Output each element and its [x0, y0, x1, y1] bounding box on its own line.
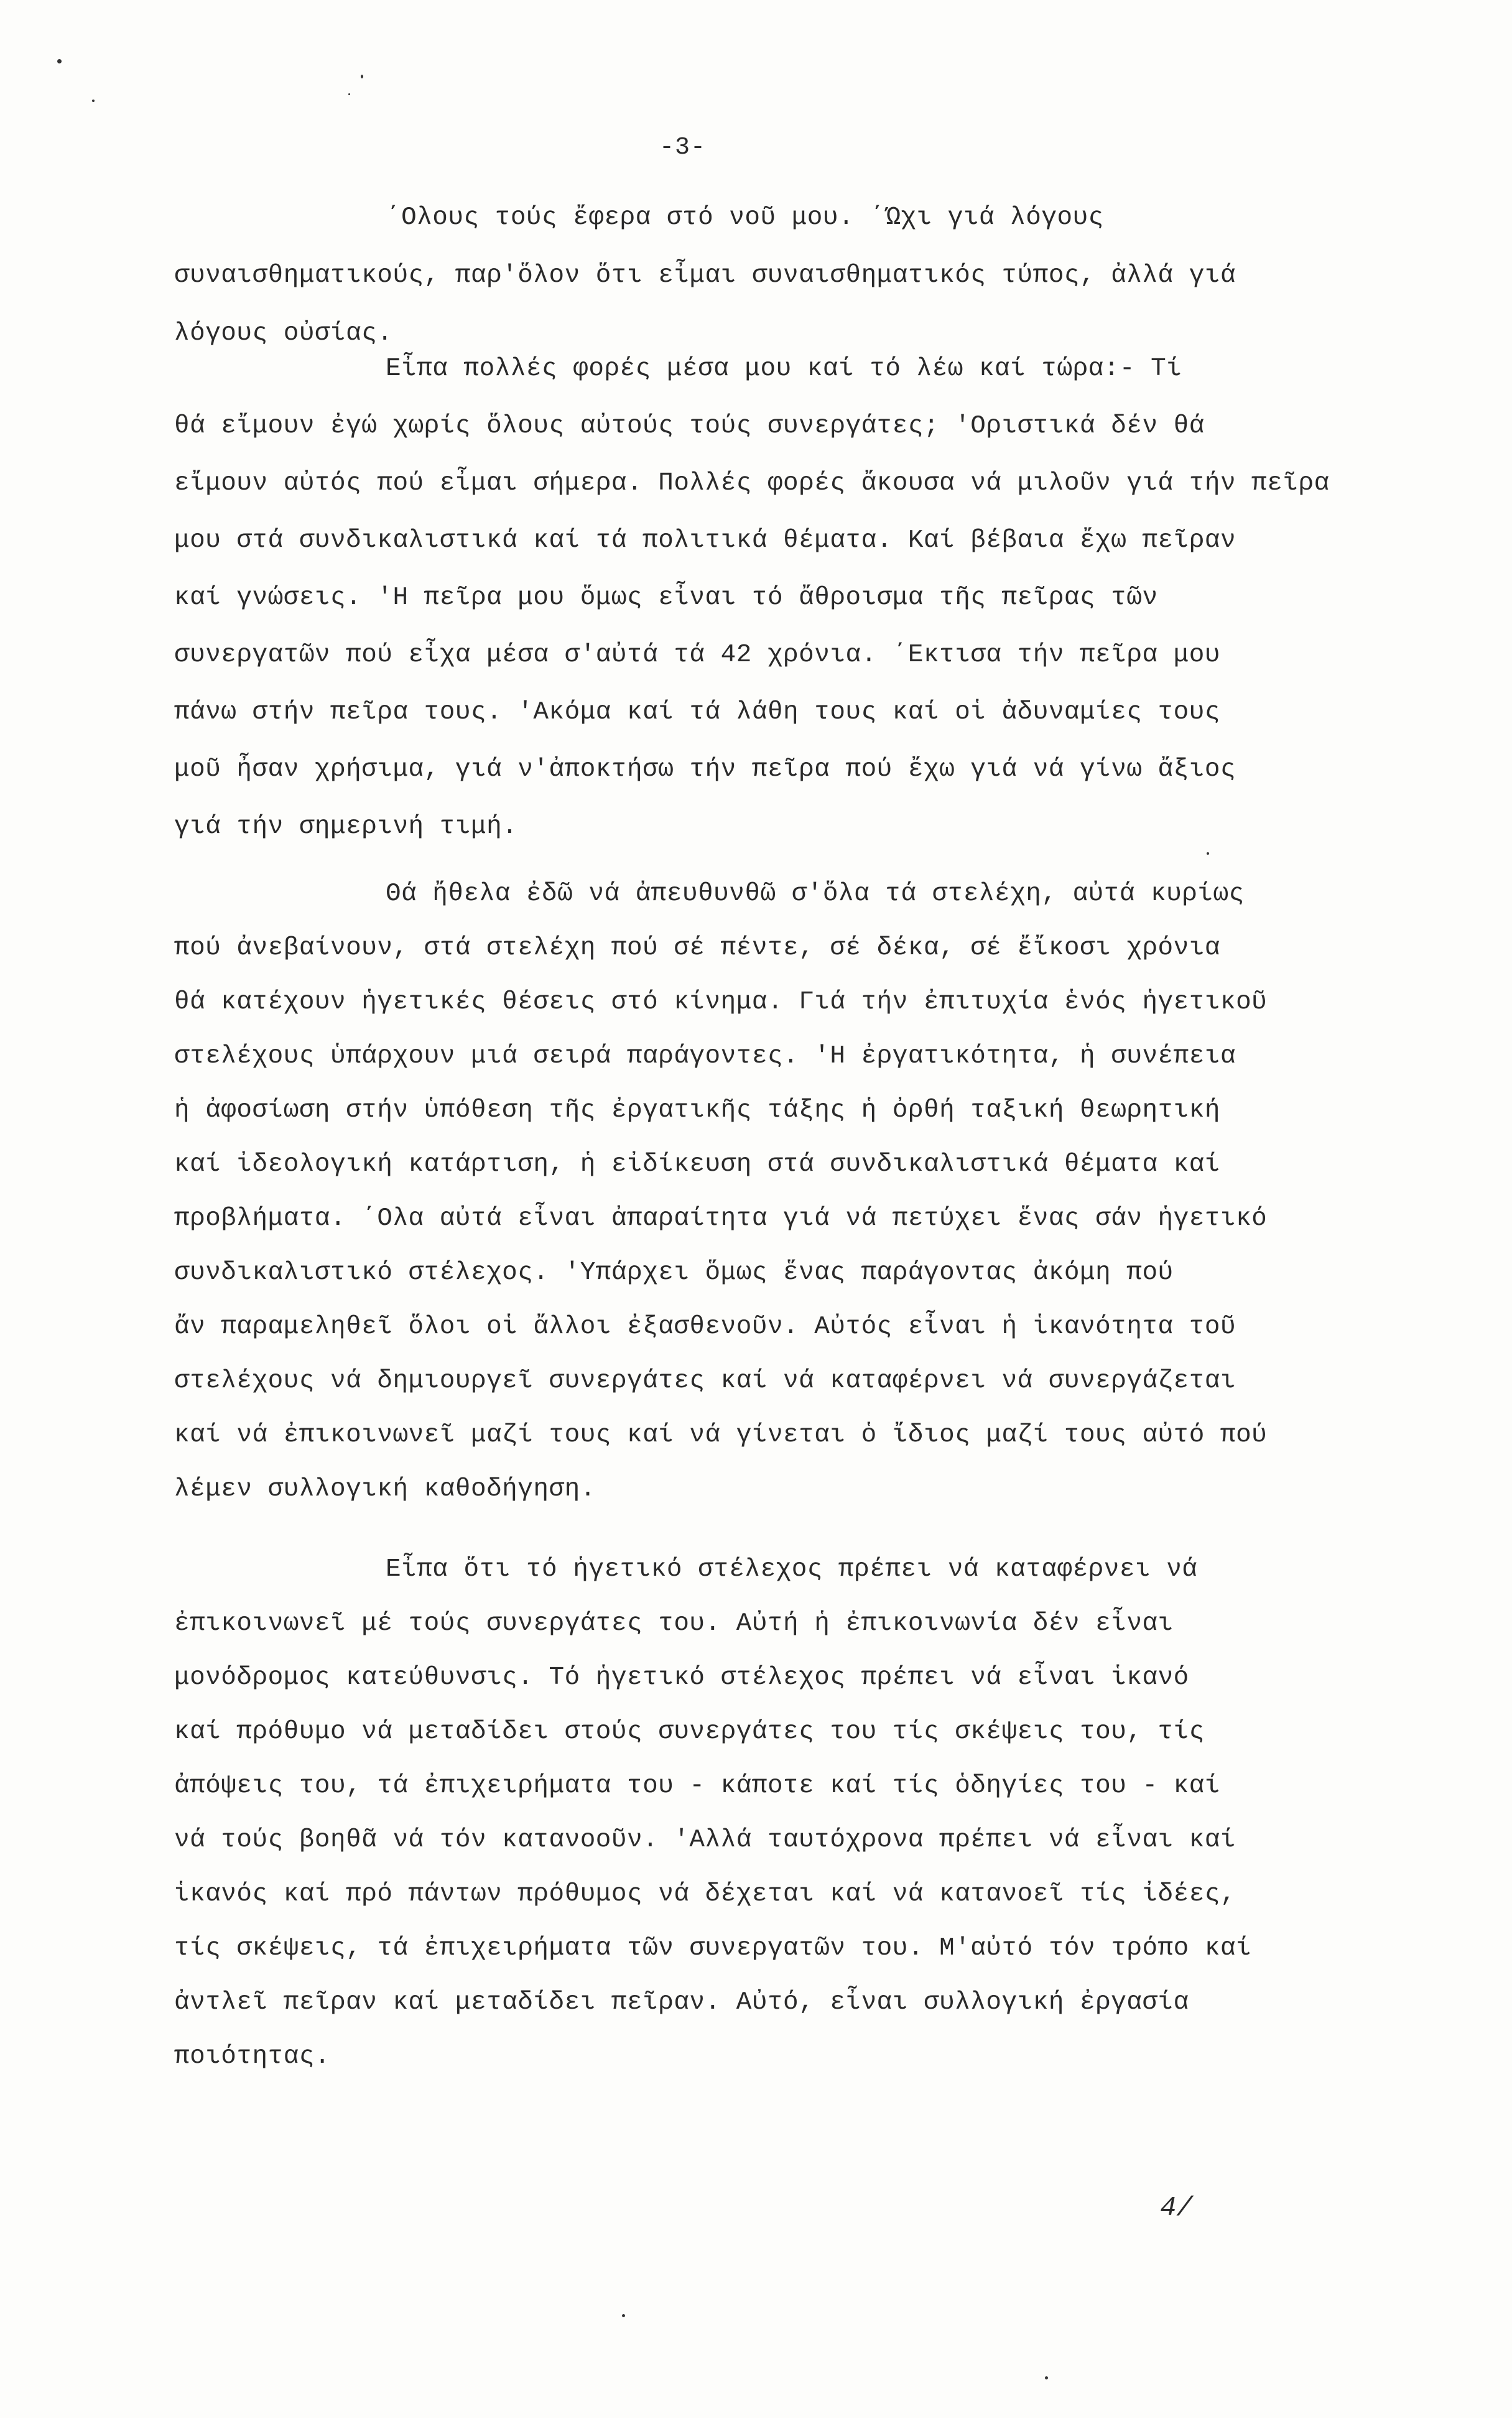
text-line: ἐπικοινωνεῖ μέ τούς συνεργάτες του. Αὐτή ἡ ἐπικοινωνία δέν εἶναι [174, 1609, 1174, 1638]
text-line: ἀπόψεις του, τά ἐπιχειρήματα του - κάποτε καί τίς ὁδηγίες του - καί [174, 1772, 1220, 1800]
text-line: πάνω στήν πεῖρα τους. 'Ακόμα καί τά λάθη τους καί οἱ ἀδυναμίες τους [174, 698, 1220, 727]
scan-speck [622, 2314, 625, 2317]
text-line: τίς σκέψεις, τά ἐπιχειρήματα τῶν συνεργατῶν του. Μ'αὐτό τόν τρόπο καί [174, 1934, 1252, 1963]
text-line: λόγους οὐσίας. [174, 319, 393, 348]
text-line: καί γνώσεις. 'Η πεῖρα μου ὅμως εἶναι τό ἄθροισμα τῆς πεῖρας τῶν [174, 584, 1158, 612]
text-line: συναισθηματικούς, παρ'ὅλον ὅτι εἶμαι συναισθηματικός τύπος, ἀλλά γιά [174, 261, 1236, 290]
continuation-marker: 4/ [1160, 2193, 1193, 2224]
text-line: ΄Ολους τούς ἔφερα στό νοῦ μου. ΄Ώχι γιά λόγους [386, 203, 1104, 232]
text-line: λέμεν συλλογική καθοδήγηση. [174, 1475, 596, 1504]
text-line: μονόδρομος κατεύθυνσις. Τό ἡγετικό στέλεχος πρέπει νά εἶναι ἱκανό [174, 1663, 1189, 1692]
text-line: ἱκανός καί πρό πάντων πρόθυμος νά δέχεται καί νά κατανοεῖ τίς ἰδέες, [174, 1880, 1236, 1909]
text-line: συνεργατῶν πού εἶχα μέσα σ'αὐτά τά 42 χρόνια. ΄Εκτισα τήν πεῖρα μου [174, 641, 1220, 669]
text-line: πού ἀνεβαίνουν, στά στελέχη πού σέ πέντε, σέ δέκα, σέ ἔἴκοσι χρόνια [174, 934, 1220, 962]
text-line: ἀντλεῖ πεῖραν καί μεταδίδει πεῖραν. Αὐτό, εἶναι συλλογική ἐργασία [174, 1988, 1189, 2017]
scan-speck [1045, 2376, 1048, 2379]
text-line: Εἶπα ὅτι τό ἡγετικό στέλεχος πρέπει νά καταφέρνει νά [386, 1555, 1198, 1584]
page-number: -3- [659, 134, 707, 162]
scan-speck [361, 75, 363, 78]
text-line: θά εἴμουν ἐγώ χωρίς ὅλους αὐτούς τούς συνεργάτες; 'Οριστικά δέν θά [174, 412, 1205, 440]
text-line: στελέχους νά δημιουργεῖ συνεργάτες καί νά καταφέρνει νά συνεργάζεται [174, 1367, 1236, 1395]
text-line: ἡ ἀφοσίωση στήν ὑπόθεση τῆς ἐργατικῆς τάξης ἡ ὀρθή ταξική θεωρητική [174, 1096, 1220, 1125]
text-line: καί πρόθυμο νά μεταδίδει στούς συνεργάτες του τίς σκέψεις του, τίς [174, 1718, 1205, 1746]
text-line: Εἶπα πολλές φορές μέσα μου καί τό λέω καί τώρα:- Τί [386, 355, 1182, 383]
text-line: ποιότητας. [174, 2042, 331, 2071]
scan-speck [348, 93, 350, 95]
text-line: συνδικαλιστικό στέλεχος. 'Υπάρχει ὅμως ἕνας παράγοντας ἀκόμη πού [174, 1258, 1174, 1287]
text-line: στελέχους ὑπάρχουν μιά σειρά παράγοντες. 'Η ἐργατικότητα, ἡ συνέπεια [174, 1042, 1236, 1071]
text-line: καί ἰδεολογική κατάρτιση, ἡ εἰδίκευση στά συνδικαλιστικά θέματα καί [174, 1150, 1220, 1179]
text-line: θά κατέχουν ἡγετικές θέσεις στό κίνημα. Γιά τήν ἐπιτυχία ἑνός ἡγετικοῦ [174, 988, 1268, 1016]
scan-speck [92, 100, 95, 102]
text-line: προβλήματα. ΄Ολα αὐτά εἶναι ἀπαραίτητα γιά νά πετύχει ἕνας σάν ἡγετικό [174, 1204, 1268, 1233]
text-line: καί νά ἐπικοινωνεῖ μαζί τους καί νά γίνεται ὁ ἴδιος μαζί τους αὐτό πού [174, 1421, 1268, 1449]
text-line: εἴμουν αὐτός πού εἶμαι σήμερα. Πολλές φορές ἄκουσα νά μιλοῦν γιά τήν πεῖρα [174, 469, 1330, 498]
text-line: μοῦ ἦσαν χρήσιμα, γιά ν'ἀποκτήσω τήν πεῖρα πού ἔχω γιά νά γίνω ἄξιος [174, 755, 1236, 784]
text-line: Θά ἤθελα ἐδῶ νά ἀπευθυνθῶ σ'ὅλα τά στελέχη, αὐτά κυρίως [386, 880, 1245, 908]
scan-speck [1207, 852, 1209, 855]
scan-speck [57, 59, 62, 63]
text-line: μου στά συνδικαλιστικά καί τά πολιτικά θέματα. Καί βέβαια ἔχω πεῖραν [174, 526, 1236, 555]
text-line: νά τούς βοηθᾶ νά τόν κατανοοῦν. 'Αλλά ταυτόχρονα πρέπει νά εἶναι καί [174, 1826, 1236, 1854]
text-line: γιά τήν σημερινή τιμή. [174, 812, 518, 841]
text-line: ἄν παραμεληθεῖ ὅλοι οἱ ἄλλοι ἐξασθενοῦν. Αὐτός εἶναι ἡ ἱκανότητα τοῦ [174, 1313, 1236, 1341]
